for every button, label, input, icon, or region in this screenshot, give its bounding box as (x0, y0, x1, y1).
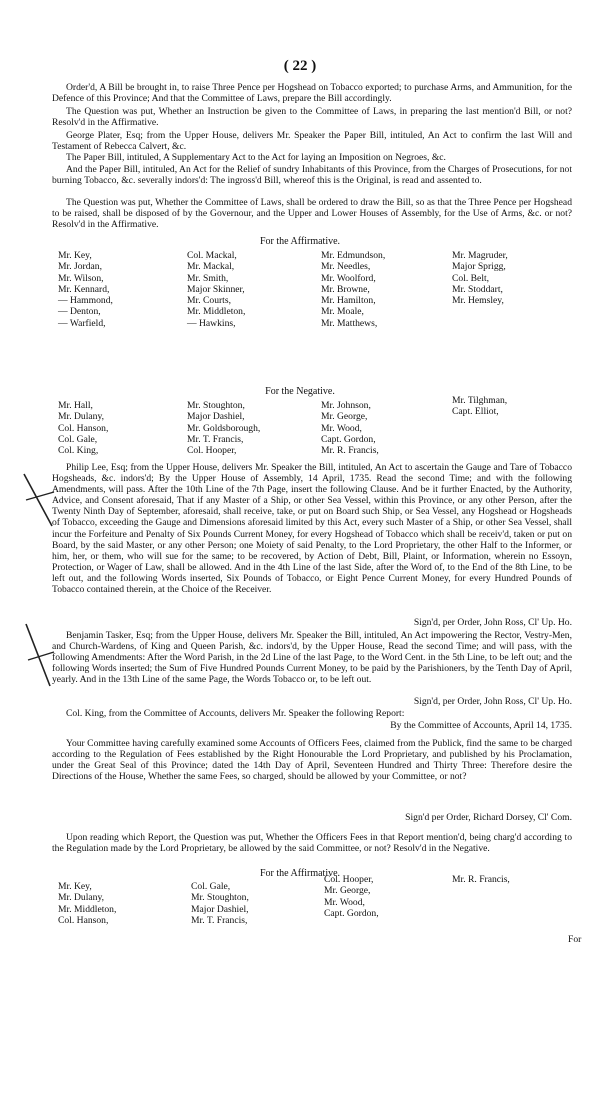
vote1-aff-col-1 (58, 250, 113, 329)
member-name: Mr. Wood, (324, 896, 365, 908)
vote1-aff-col-4 (452, 250, 508, 306)
member-name: Mr. Hamilton, (321, 295, 376, 307)
plater-bill-paragraph: George Plater, Esq; from the Upper House, delivers Mr. Speaker the Paper Bill, intituled, An Act to confirm the last Will and Testament of Rebecca Calvert, &c. (52, 130, 572, 153)
gauge-bill-paragraph: Philip Lee, Esq; from the Upper House, delivers Mr. Speaker the Bill, intituled, An Act to ascertain the Gauge and Tare of Tobacco Hogsheads, &c. indors'd; By the Upper House of Assembly, 14 April, 1735. Read the second Time; and with the following Amendments, will pass. After the 10th Line of the 7th Page, insert the following Clause. And be it further Enacted, by the Authority, Advice, and Consent aforesaid, That if any Master of a Ship, or other Sea Vessel, within this Province, or any other Person, after the Twenty Ninth Day of September, aforesaid, shall receive, take, or put on Board such Ship, or Sea Vessel, any Hogshead or Hogsheads of Tobacco, exceeding the Gauge and Dimensions aforesaid limited by this Act, every such Master of a Ship, or other Sea Vessel, shall incur the Forfeiture and Penalty of Six Pounds Current Money, for every Hogshead of Tobacco which shall be receiv'd, taken or put on Board, by the said Master, or any other Person; one Moiety of said Penalty, to the Lord Proprietary, the other Half to the Informer, or him, her, or them, who will sue for the same; to be recovered, by Action of Debt, Bill, Plaint, or Information, wherein no Essoyn, Protection, or Wager of Law, shall be allowed. And in the 4th Line of the last Side, after the Word of, to the End of the 8th Line, to be left out, and the following Words inserted, Six Pounds of Tobacco, or Eight Pence Current Money, for every Hundred Pounds of Tobacco contained therein, at the Choice of the Receiver. (52, 462, 572, 596)
member-name: Mr. Hall, (58, 400, 93, 411)
member-name: Mr. Middleton, (187, 306, 246, 318)
member-name: Col. Gale, (191, 881, 231, 892)
member-name: Col. Hanson, (58, 422, 109, 434)
member-name: Mr. Key, (58, 250, 92, 261)
member-name: Col. Gale, (58, 433, 98, 445)
vote2-aff-col-4 (452, 874, 510, 885)
member-name: Mr. T. Francis, (191, 914, 248, 926)
member-name: Mr. Goldsborough, (187, 422, 261, 434)
member-name: Col. Hanson, (58, 914, 109, 926)
member-name: Capt. Elliot, (452, 406, 499, 418)
member-name: Mr. George, (321, 411, 368, 423)
member-name: — Hawkins, (187, 317, 236, 329)
member-name: — Hammond, (58, 295, 113, 307)
signature-line: Sign'd, per Order, John Ross, Cl' Up. Ho. (413, 617, 572, 628)
member-name: Mr. Wood, (321, 422, 362, 434)
member-name: Col. Hooper, (324, 874, 374, 885)
member-name: — Denton, (58, 306, 101, 318)
member-name: Mr. Dulany, (58, 411, 105, 423)
member-name: Mr. Stoughton, (191, 892, 249, 904)
member-name: Capt. Gordon, (321, 433, 376, 445)
member-name: Col. King, (58, 445, 99, 457)
member-name: Major Dashiel, (187, 411, 245, 423)
vote1-neg-col-3 (321, 400, 379, 456)
member-name: Mr. Mackal, (187, 261, 235, 273)
signature-line: Sign'd, per Order, John Ross, Cl' Up. Ho. (413, 696, 572, 707)
vote2-aff-col-2 (191, 881, 249, 926)
member-name: Mr. Kennard, (58, 283, 110, 295)
vote2-affirmative-header: For the Affirmative. (259, 868, 341, 879)
vote1-aff-col-2 (187, 250, 245, 329)
order-paragraph: Order'd, A Bill be brought in, to raise Three Pence per Hogshead on Tobacco exported; to purchase Arms, and Ammunition, for the Defence of this Province; And that the Committee of Laws, prepare the Bill accordingly. (52, 82, 572, 105)
member-name: Mr. Dulany, (58, 892, 105, 904)
vote2-aff-col-3 (324, 874, 379, 919)
page-number: ( 22 ) (283, 58, 317, 74)
member-name: Mr. Wilson, (58, 272, 104, 284)
relief-bill-paragraph: And the Paper Bill, intituled, An Act for the Relief of sundry Inhabitants of this Province, from the Charges of Prosecutions, for not burning Tobacco, &c. severally indors'd: The ingross'd Bill, whereof this is the Original, is read and assented to. (52, 164, 572, 187)
member-name: Mr. Stoughton, (187, 400, 245, 411)
vote1-affirmative-header: For the Affirmative. (259, 236, 341, 247)
signature-line: Sign'd per Order, Richard Dorsey, Cl' Com. (405, 812, 572, 823)
committee-report-intro: Col. King, from the Committee of Accounts, delivers Mr. Speaker the following Report: (66, 708, 405, 719)
question-instruction-paragraph: The Question was put, Whether an Instruction be given to the Committee of Laws, in preparing the last mention'd Bill, or not? Resolv'd in the Affirmative. (52, 106, 572, 129)
question-fees-paragraph: Upon reading which Report, the Question was put, Whether the Officers Fees in that Report mention'd, being charg'd according to the Regulation made by the Lord Proprietary, be allowed by the said Committee, or not? Resolv'd in the Negative. (52, 832, 572, 855)
vote1-neg-col-2 (187, 400, 260, 456)
member-name: Mr. Edmundson, (321, 250, 386, 261)
committee-date-line: By the Committee of Accounts, April 14, 1735. (390, 720, 572, 731)
member-name: Mr. Courts, (187, 295, 231, 307)
member-name: Major Sprigg, (452, 261, 506, 273)
member-name: Major Skinner, (187, 283, 245, 295)
vote1-neg-col-1 (58, 400, 108, 456)
member-name: Mr. R. Francis, (321, 445, 379, 457)
member-name: Mr. Stoddart, (452, 283, 503, 295)
member-name: Mr. Key, (58, 881, 92, 892)
member-name: Mr. Woolford, (321, 272, 376, 284)
member-name: Mr. George, (324, 885, 371, 897)
vote2-aff-col-1 (58, 881, 116, 926)
member-name: Mr. Magruder, (452, 250, 508, 261)
committee-report-body: Your Committee having carefully examined some Accounts of Officers Fees, claimed from the Publick, find the same to be charged according to the Regulation of Fees established by the Right Honourable the Lord Proprietary, and published by his Proclamation, under the Great Seal of this Province; dated the 14th Day of April, Seventeen Hundred and Thirty Three: Therefore desire the Directions of the House, Whether the same Fees, so charged, should be allowed by your Committee, or not? (52, 738, 572, 783)
member-name: Major Dashiel, (191, 903, 249, 915)
vote1-aff-col-3 (321, 250, 385, 329)
vote1-neg-col-4 (452, 395, 507, 418)
negroes-bill-paragraph: The Paper Bill, intituled, A Supplementary Act to the Act for laying an Imposition on Negroes, &c. (66, 152, 446, 163)
member-name: Mr. R. Francis, (452, 874, 510, 885)
member-name: Mr. Smith, (187, 272, 229, 284)
member-name: Mr. Hemsley, (452, 295, 504, 307)
question-draw-bill-paragraph: The Question was put, Whether the Committee of Laws, shall be ordered to draw the Bill, so as that the Three Pence per Hogshead to be raised, shall be disposed of by the Governour, and the Upper and Lower Houses of Assembly, for the Use of Arms, &c. or not? Resolv'd in the Affirmative. (52, 197, 572, 231)
member-name: Col. Belt, (452, 272, 490, 284)
member-name: Mr. Tilghman, (452, 395, 508, 406)
member-name: Capt. Gordon, (324, 907, 379, 919)
member-name: Mr. Jordan, (58, 261, 102, 273)
member-name: Col. Mackal, (187, 250, 237, 261)
member-name: Mr. Middleton, (58, 903, 117, 915)
catchword: For (568, 934, 582, 945)
vote1-negative-header: For the Negative. (265, 386, 335, 397)
member-name: Mr. Johnson, (321, 400, 371, 411)
member-name: Mr. T. Francis, (187, 433, 244, 445)
member-name: Mr. Needles, (321, 261, 371, 273)
member-name: — Warfield, (58, 317, 106, 329)
parish-bill-paragraph: Benjamin Tasker, Esq; from the Upper House, delivers Mr. Speaker the Bill, intituled, An Act impowering the Rector, Vestry-Men, and Church-Wardens, of King and Queen Parish, &c. indors'd, by the Upper House, Read the second Time; and will pass, with the following Amendments: After the Word Parish, in the 2d Line of the last Page, to the Word Cent. in the 5th Line, to be left out; and the following Words inserted; the Sum of Five Hundred Pounds Current Money, to be paid by the Parishioners, by the Tenth Day of April, yearly. And in the 13th Line of the same Page, the Words Tobacco or, to be left out. (52, 630, 572, 686)
member-name: Mr. Moale, (321, 306, 364, 318)
member-name: Col. Hooper, (187, 445, 237, 457)
member-name: Mr. Matthews, (321, 317, 378, 329)
member-name: Mr. Browne, (321, 283, 370, 295)
